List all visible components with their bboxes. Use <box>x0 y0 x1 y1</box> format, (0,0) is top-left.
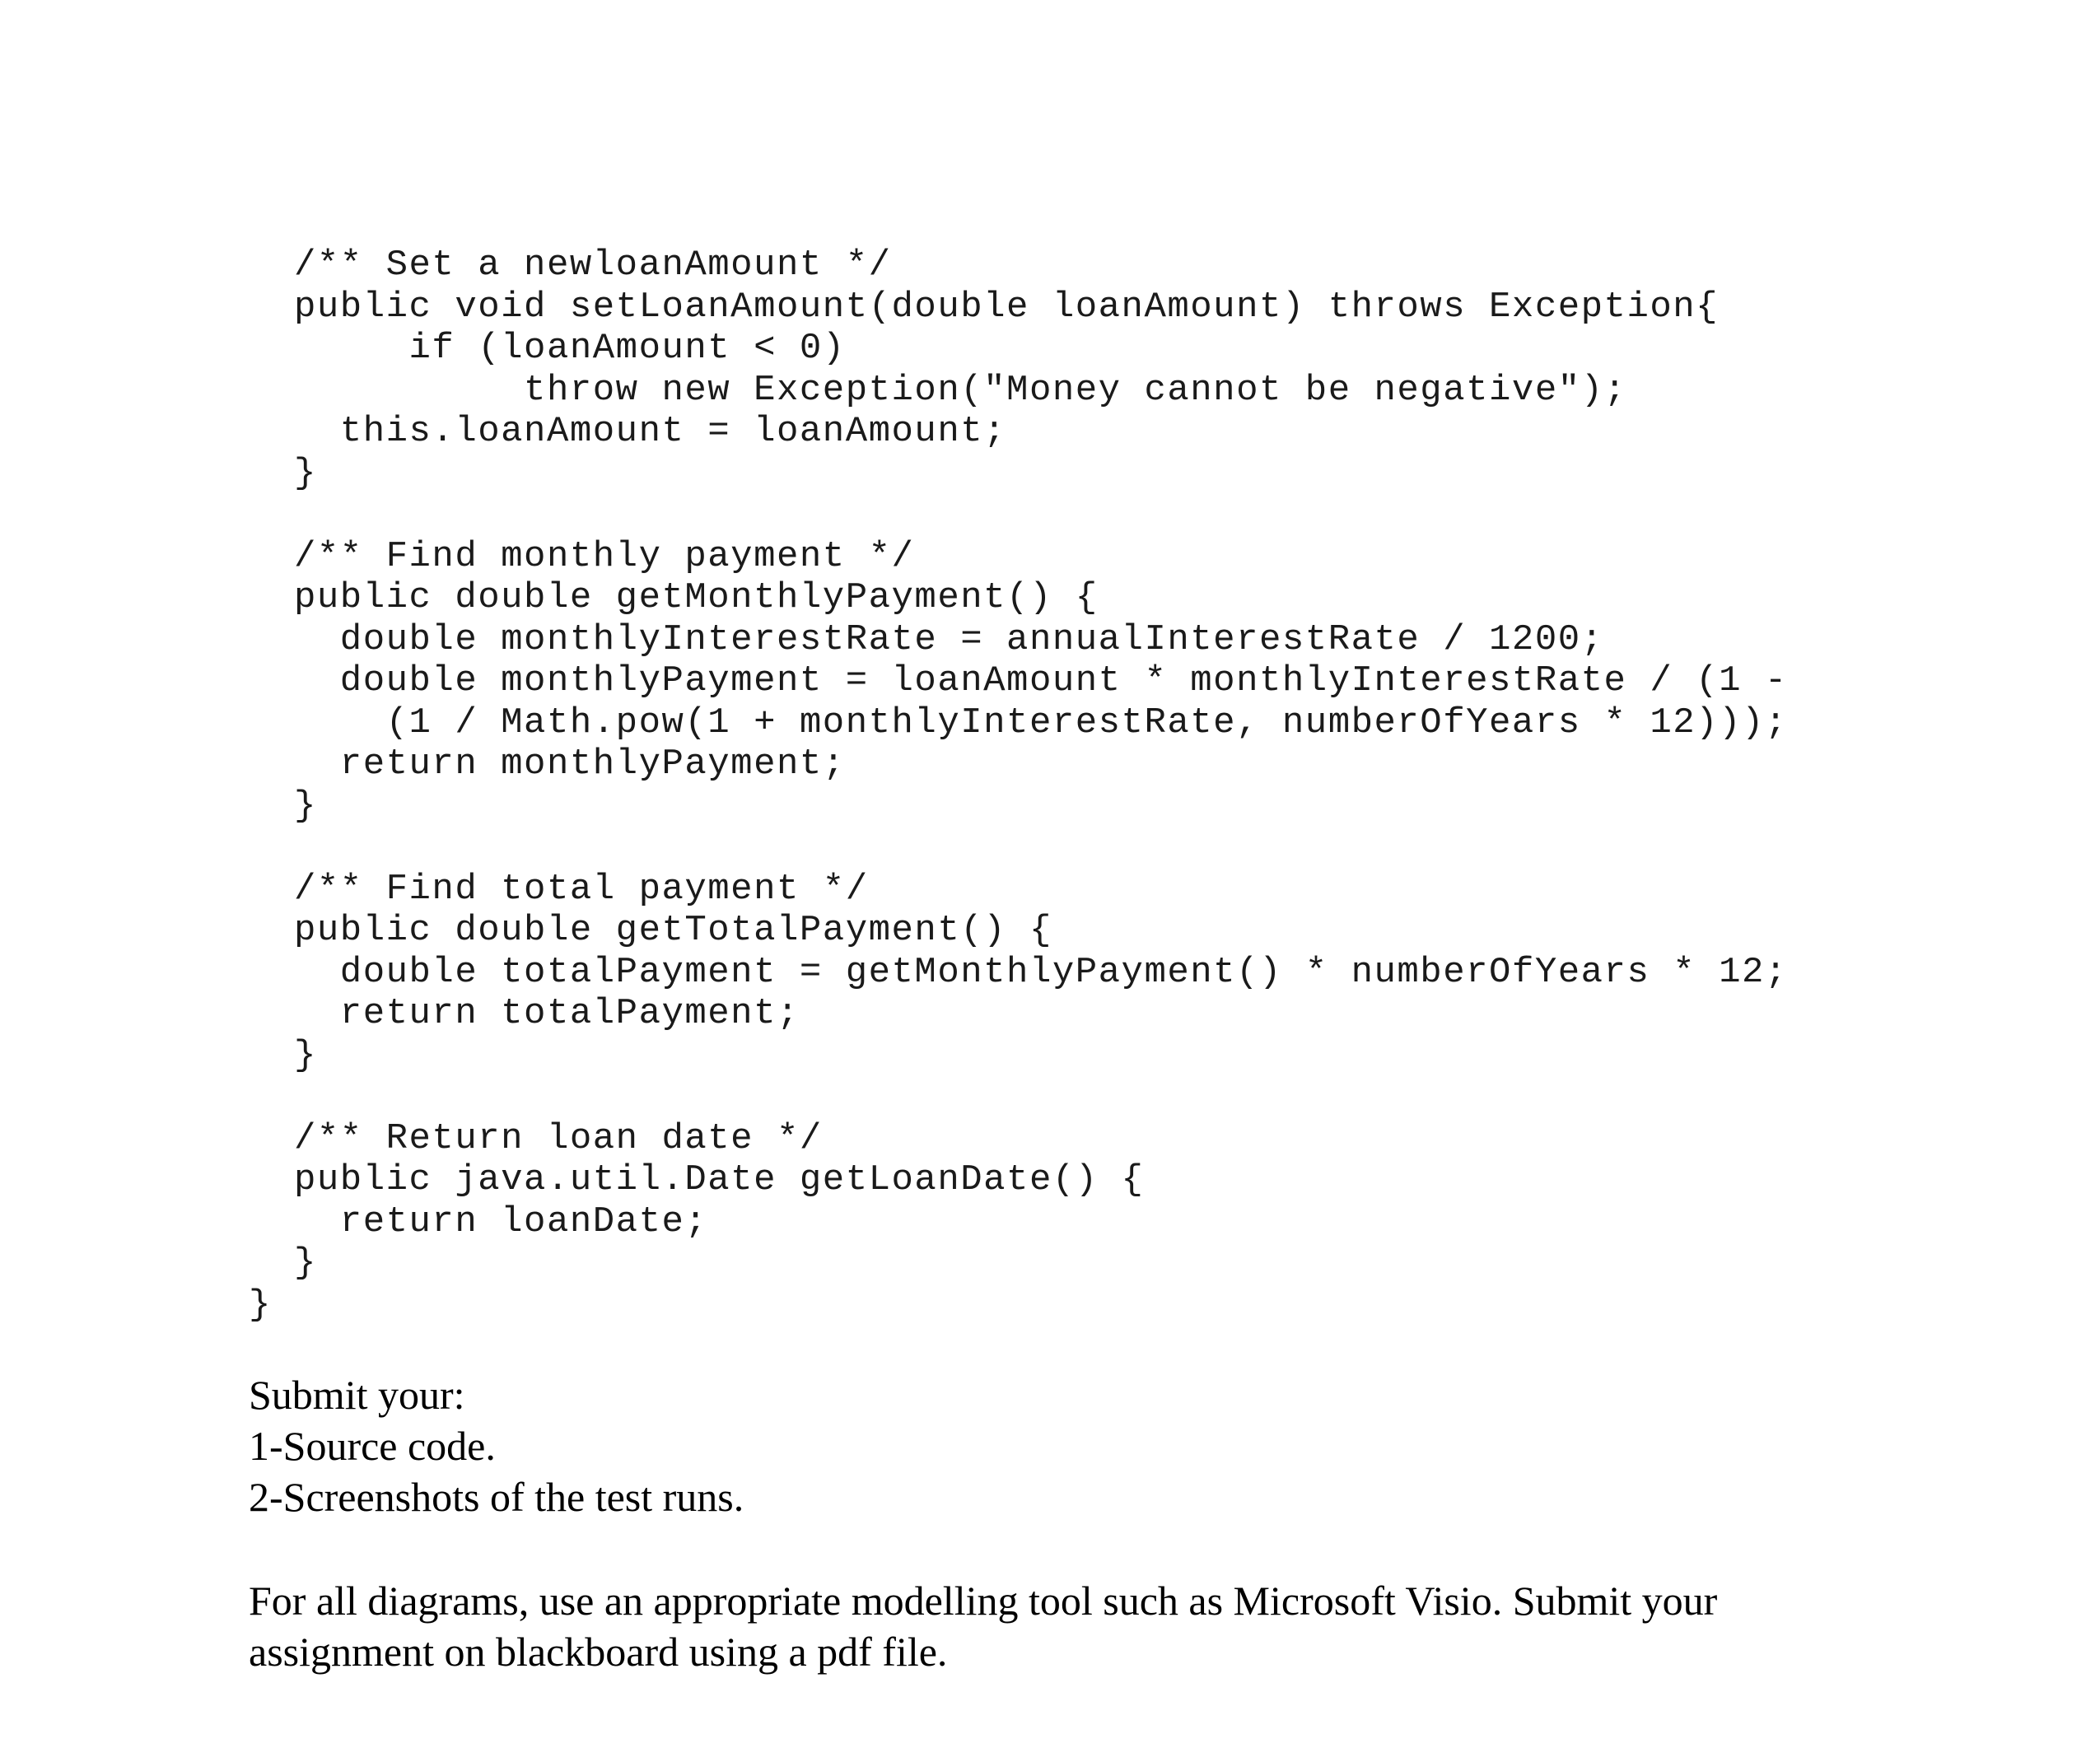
submission-list <box>249 1369 1896 1522</box>
code-line: return loanDate; <box>294 1200 708 1242</box>
class-closing-brace: } <box>249 1284 272 1326</box>
diagram-note-line: For all diagrams, use an appropriate modelling tool such as Microsoft Visio. Submit your <box>249 1578 1718 1624</box>
diagram-instructions <box>249 1575 1896 1677</box>
code-line: return monthlyPayment; <box>294 743 846 785</box>
submit-item: 2-Screenshots of the test runs. <box>249 1474 744 1520</box>
code-line: public java.util.Date getLoanDate() { <box>294 1159 1145 1200</box>
code-line: double monthlyPayment = loanAmount * monthlyInterestRate / (1 - <box>294 660 1788 702</box>
code-line: /** Find total payment */ <box>294 868 869 910</box>
code-line: } <box>294 452 317 494</box>
code-line: public double getMonthlyPayment() { <box>294 577 1099 618</box>
code-line: } <box>294 1034 317 1076</box>
code-line: } <box>294 785 317 827</box>
code-line: throw new Exception("Money cannot be negative"); <box>294 369 1627 411</box>
code-line: this.loanAmount = loanAmount; <box>294 411 1007 452</box>
diagram-note-line: assignment on blackboard using a pdf file. <box>249 1629 948 1675</box>
code-line <box>0 1076 2100 1118</box>
code-line: (1 / Math.pow(1 + monthlyInterestRate, numberOfYears * 12))); <box>294 702 1788 743</box>
code-line: /** Set a newloanAmount */ <box>294 245 892 286</box>
code-listing <box>0 245 2100 1326</box>
code-line <box>0 494 2100 536</box>
code-line <box>0 827 2100 869</box>
submit-item: 1-Source code. <box>249 1423 496 1469</box>
code-line: } <box>294 1242 317 1284</box>
code-line: if (loanAmount < 0) <box>294 328 846 369</box>
submit-heading: Submit your: <box>249 1372 465 1418</box>
code-line: /** Return loan date */ <box>294 1117 823 1159</box>
code-line: public void setLoanAmount(double loanAmount) throws Exception{ <box>294 286 1720 328</box>
code-line: public double getTotalPayment() { <box>294 910 1052 951</box>
code-line: return totalPayment; <box>294 993 800 1034</box>
code-line: double monthlyInterestRate = annualInterestRate / 1200; <box>294 618 1604 660</box>
code-line: double totalPayment = getMonthlyPayment() * numberOfYears * 12; <box>294 951 1788 993</box>
code-line: /** Find monthly payment */ <box>294 535 915 577</box>
